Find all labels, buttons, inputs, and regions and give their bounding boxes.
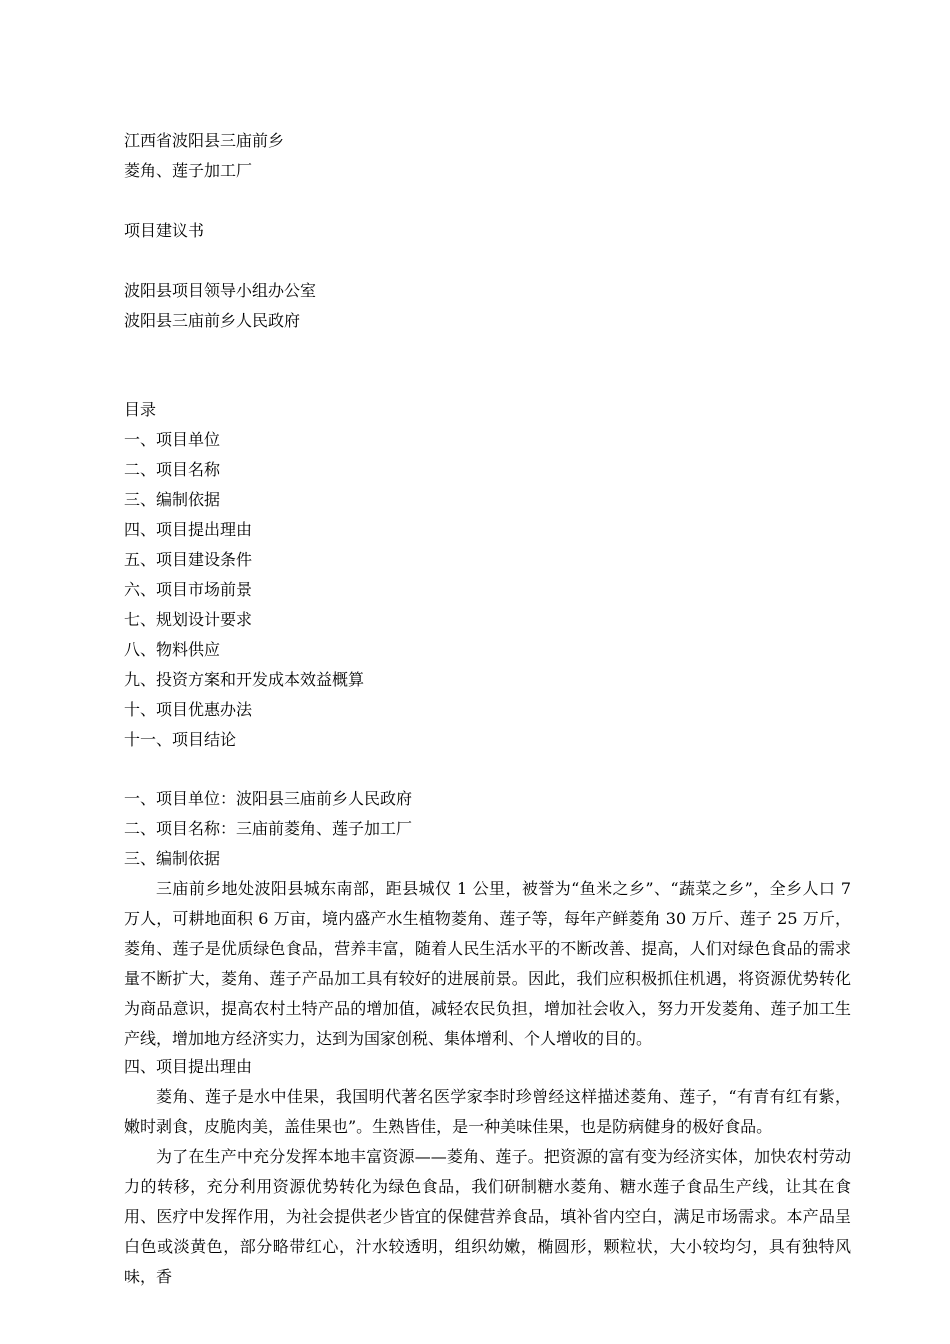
section-heading-1: 一、项目单位：波阳县三庙前乡人民政府 <box>124 789 413 808</box>
toc-heading: 目录 <box>124 400 157 419</box>
cover-factory: 菱角、莲子加工厂 <box>124 161 253 180</box>
toc-item: 十、项目优惠办法 <box>124 700 253 719</box>
section-heading-3: 三、编制依据 <box>124 849 221 868</box>
toc-item: 四、项目提出理由 <box>124 520 253 539</box>
section-heading-2: 二、项目名称：三庙前菱角、莲子加工厂 <box>124 819 413 838</box>
cover-location: 江西省波阳县三庙前乡 <box>124 131 285 150</box>
toc-item: 二、项目名称 <box>124 460 221 479</box>
toc-item: 一、项目单位 <box>124 430 221 449</box>
toc-item: 五、项目建设条件 <box>124 550 253 569</box>
toc-item: 三、编制依据 <box>124 490 221 509</box>
toc-item: 十一、项目结论 <box>124 730 237 749</box>
toc-item: 七、规划设计要求 <box>124 610 253 629</box>
paragraph-reason-1: 菱角、莲子是水中佳果，我国明代著名医学家李时珍曾经这样描述菱角、莲子，“有青有红有紫，嫩时剥食，皮脆肉美，盖佳果也”。生熟皆佳，是一种美味佳果，也是防病健身的极好食品。 <box>124 1087 851 1136</box>
cover-doc-title: 项目建议书 <box>124 221 205 240</box>
cover-org-2: 波阳县三庙前乡人民政府 <box>124 311 301 330</box>
toc-item: 九、投资方案和开发成本效益概算 <box>124 670 365 689</box>
paragraph-reason-2: 为了在生产中充分发挥本地丰富资源——菱角、莲子。把资源的富有变为经济实体，加快农村劳动力的转移，充分利用资源优势转化为绿色食品，我们研制糖水菱角、糖水莲子食品生产线，让其在食用、医疗中发挥作用，为社会提供老少皆宜的保健营养食品，填补省内空白，满足市场需求。本产品呈白色或淡黄色，部分略带红心，汁水较透明，组织幼嫩，椭圆形，颗粒状，大小较均匀，具有独特风味，香 <box>124 1147 851 1286</box>
toc-item: 八、物料供应 <box>124 640 221 659</box>
section-heading-4: 四、项目提出理由 <box>124 1057 253 1076</box>
toc-item: 六、项目市场前景 <box>124 580 253 599</box>
paragraph-basis: 三庙前乡地处波阳县城东南部，距县城仅 1 公里，被誉为“鱼米之乡”、“蔬菜之乡”，全乡人口 7 万人，可耕地面积 6 万亩，境内盛产水生植物菱角、莲子等，每年产鲜菱角 30 万斤、莲子 25 万斤，菱角、莲子是优质绿色食品，营养丰富，随着人民生活水平的不断改善、提高，人们对绿色食品的需求量不断扩大，菱角、莲子产品加工具有较好的进展前景。因此，我们应积极抓住机遇，将资源优势转化为商品意识，提高农村土特产品的增加值，减轻农民负担，增加社会收入，努力开发菱角、莲子加工生产线，增加地方经济实力，达到为国家创税、集体增利、个人增收的目的。 <box>124 879 851 1048</box>
cover-org-1: 波阳县项目领导小组办公室 <box>124 281 317 300</box>
